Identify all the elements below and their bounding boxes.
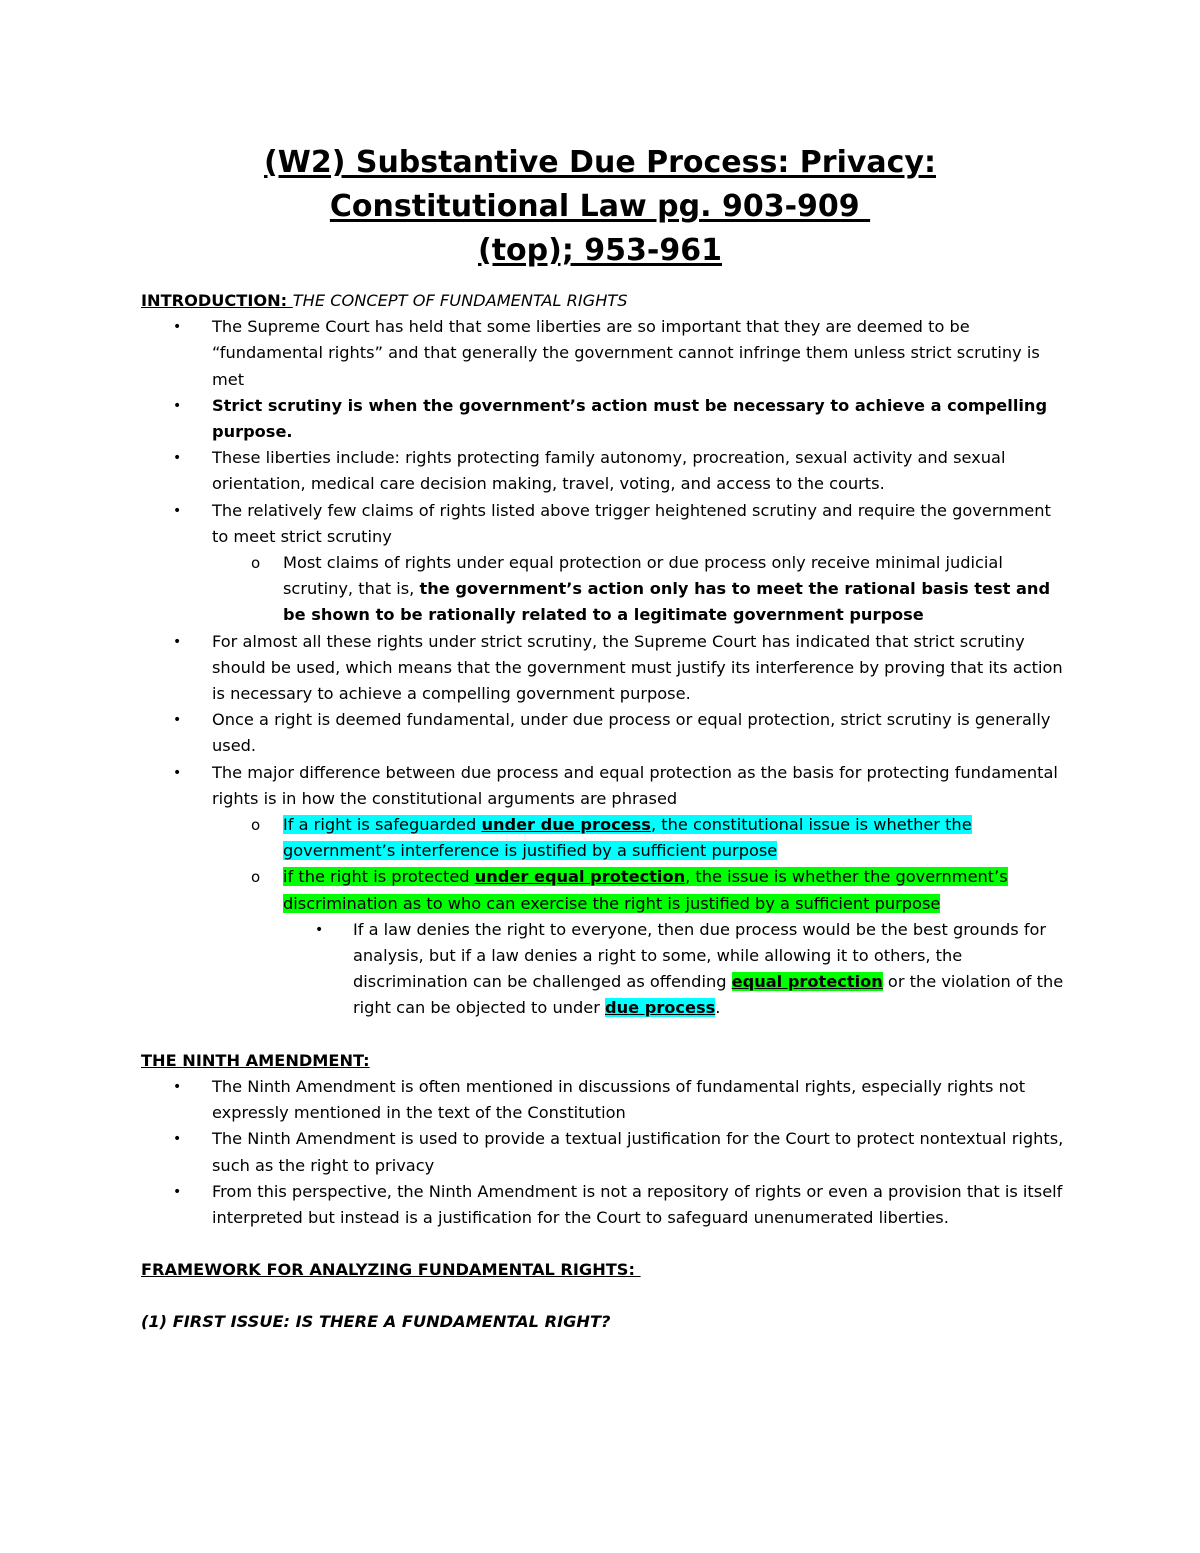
list-item xyxy=(141,1074,1071,1126)
sub-bullet-icon: o xyxy=(251,554,261,573)
intro-bullet-4-sub-plain: Most claims of rights under equal protection or due process only receive minimal judicial scrutiny, that is, xyxy=(283,553,1003,599)
ninth-amendment-heading-text: THE NINTH AMENDMENT: xyxy=(141,1050,370,1070)
due-process-text-c: , the constitutional issue is whether the government’s interference is justified by a sufficient purpose xyxy=(283,815,972,861)
bullet-icon: • xyxy=(173,1183,182,1200)
equal-protection-highlight xyxy=(283,867,1008,912)
bullet-icon: • xyxy=(173,319,182,336)
intro-bullet-1-text: The Supreme Court has held that some liberties are so important that they are deemed to be “fundamental rights” and that generally the government cannot infringe them unless strict scrutiny is met xyxy=(212,317,1040,389)
ninth-bullet-2-text: The Ninth Amendment is used to provide a textual justification for the Court to protect nontextual rights, such as the right to privacy xyxy=(212,1129,1064,1175)
list-item xyxy=(141,864,1071,916)
equal-protection-text-c: , the issue is whether the government’s discrimination as to who can exercise the right is justified by a sufficient purpose xyxy=(283,867,1008,913)
bullet-icon: • xyxy=(173,712,182,729)
list-item xyxy=(141,812,1071,864)
list-item xyxy=(141,629,1071,708)
ninth-bullet-3-text: From this perspective, the Ninth Amendment is not a repository of rights or even a provision that is itself interpreted but instead is a justification for the Court to safeguard unenumerated liberties. xyxy=(212,1181,1063,1227)
intro-bullet-5-text: For almost all these rights under strict scrutiny, the Supreme Court has indicated that strict scrutiny should be used, which means that the government must justify its interference by proving that its action is necessary to achieve a compelling government purpose. xyxy=(212,631,1063,704)
sub-bullet-icon: o xyxy=(251,816,261,835)
analysis-text-a: If a law denies the right to everyone, then due process would be the best grounds for analysis, but if a law denies a right to some, while allowing it to others, the discrimination can be challenged as offending xyxy=(353,919,1047,992)
list-item xyxy=(141,445,1071,497)
equal-protection-text-a: if the right is protected xyxy=(283,867,475,887)
bullet-icon: • xyxy=(173,633,182,650)
intro-heading xyxy=(141,288,1071,314)
intro-bullet-3-text: These liberties include: rights protecting family autonomy, procreation, sexual activity and sexual orientation, medical care decision making, travel, voting, and access to the courts. xyxy=(212,448,1006,494)
first-issue-heading xyxy=(141,1309,1071,1335)
document-body xyxy=(141,288,1071,1336)
first-issue-heading-text: (1) FIRST ISSUE: IS THERE A FUNDAMENTAL RIGHT? xyxy=(141,1312,611,1332)
intro-bullet-2-text: Strict scrutiny is when the government’s action must be necessary to achieve a compelling purpose. xyxy=(212,395,1048,442)
title-line-1: (W2) Substantive Due Process: Privacy: xyxy=(264,145,936,180)
title-line-3: (top); 953-961 xyxy=(478,233,722,268)
list-item xyxy=(141,1126,1071,1178)
bullet-icon: • xyxy=(173,1131,182,1148)
list-item xyxy=(141,707,1071,759)
equal-protection-term: under equal protection xyxy=(474,867,686,887)
list-item xyxy=(141,393,1071,445)
intro-heading-subtitle: THE CONCEPT OF FUNDAMENTAL RIGHTS xyxy=(292,291,628,310)
intro-bullet-6-text: Once a right is deemed fundamental, under due process or equal protection, strict scrutiny is generally used. xyxy=(212,710,1051,756)
bullet-icon: • xyxy=(173,764,182,781)
due-process-highlight xyxy=(283,815,972,860)
list-item xyxy=(141,550,1071,629)
framework-heading-text: FRAMEWORK FOR ANALYZING FUNDAMENTAL RIGHTS: xyxy=(141,1260,641,1280)
framework-heading xyxy=(141,1257,1071,1283)
ninth-amendment-heading xyxy=(141,1048,1071,1074)
spacer xyxy=(141,1022,1071,1048)
title-line-2: Constitutional Law pg. 903-909 xyxy=(329,189,871,224)
bullet-icon: • xyxy=(173,397,182,414)
due-process-term-highlight: due process xyxy=(605,998,716,1018)
spacer xyxy=(141,1283,1071,1309)
sub-bullet-icon: o xyxy=(251,868,261,887)
ninth-amendment-list xyxy=(141,1074,1071,1231)
intro-list xyxy=(141,314,1071,1021)
bullet-icon: • xyxy=(173,1078,182,1095)
analysis-text-e: . xyxy=(715,998,721,1018)
intro-bullet-4-text: The relatively few claims of rights listed above trigger heightened scrutiny and require the government to meet strict scrutiny xyxy=(212,500,1051,546)
equal-protection-term-highlight: equal protection xyxy=(731,972,883,992)
ninth-bullet-1-text: The Ninth Amendment is often mentioned in discussions of fundamental rights, especially rights not expressly mentioned in the text of the Constitution xyxy=(212,1076,1026,1123)
list-item xyxy=(141,314,1071,393)
list-item xyxy=(141,1179,1071,1231)
page-title xyxy=(0,141,1200,273)
list-item xyxy=(141,760,1071,812)
due-process-term: under due process xyxy=(481,815,651,835)
intro-bullet-7-text: The major difference between due process and equal protection as the basis for protecting fundamental rights is in how the constitutional arguments are phrased xyxy=(212,762,1058,808)
due-process-text-a: If a right is safeguarded xyxy=(283,815,482,835)
bullet-icon: • xyxy=(173,502,182,519)
list-item xyxy=(141,498,1071,550)
intro-heading-label: INTRODUCTION: xyxy=(141,291,293,310)
intro-bullet-4-sub-bold: the government’s action only has to meet the rational basis test and be shown to be rationally related to a legitimate government purpose xyxy=(283,579,1051,625)
bullet-icon: • xyxy=(173,450,182,467)
bullet-icon: • xyxy=(315,921,324,938)
analysis-text-c: or the violation of the right can be objected to under xyxy=(353,972,1064,1018)
list-item xyxy=(141,917,1071,1022)
spacer xyxy=(141,1231,1071,1257)
